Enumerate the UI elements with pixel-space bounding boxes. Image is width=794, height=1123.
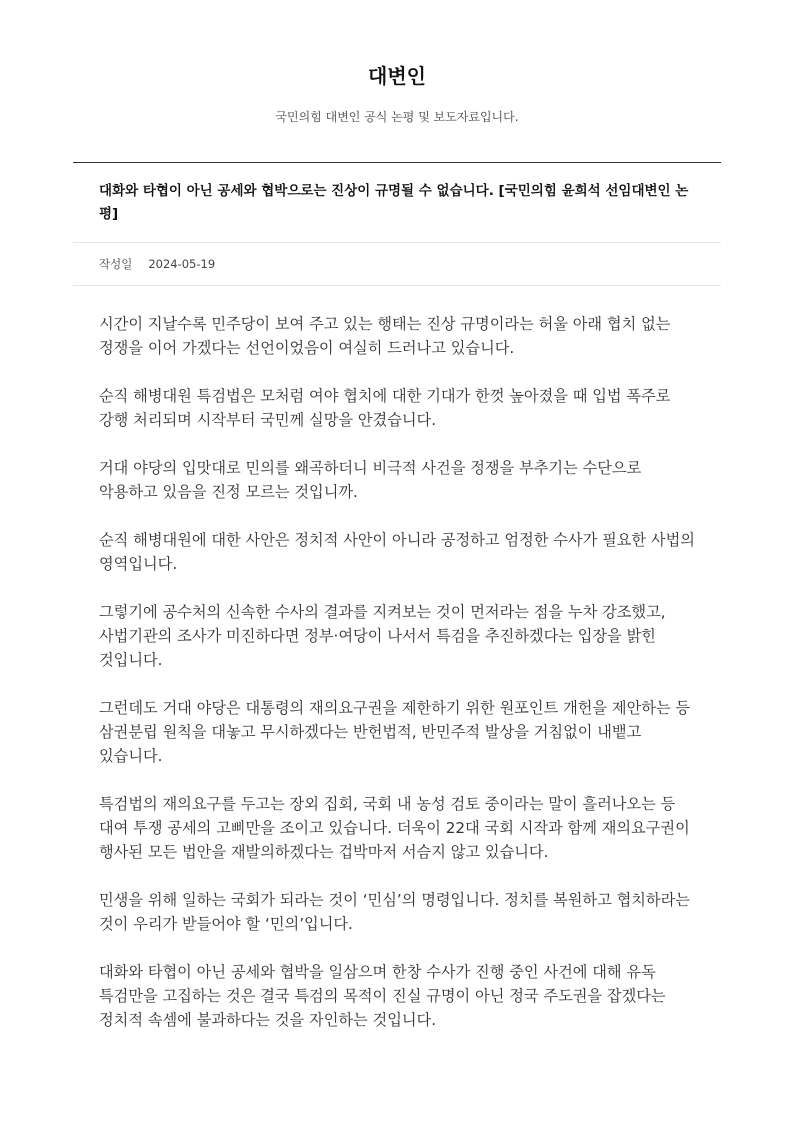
- date-value: 2024-05-19: [148, 257, 216, 271]
- article-title: 대화와 타협이 아닌 공세와 협박으로는 진상이 규명될 수 없습니다. [국민의힘 윤희석 선임대변인 논평]: [73, 163, 721, 243]
- article-paragraph: 특검법의 재의요구를 두고는 장외 집회, 국회 내 농성 검토 중이라는 말이 흘러나오는 등 대여 투쟁 공세의 고삐만을 조이고 있습니다. 더욱이 22대 국회 시작과 함께 재의요구권이 행사된 모든 법안을 재발의하겠다는 겁박마저 서슴지 않고 있습니다.: [99, 795, 690, 861]
- article-body: [73, 286, 721, 1032]
- article-paragraph: 민생을 위해 일하는 국회가 되라는 것이 ‘민심’의 명령입니다. 정치를 복원하고 협치하라는 것이 우리가 받들어야 할 ‘민의’입니다.: [99, 891, 690, 933]
- date-label: 작성일: [99, 257, 133, 271]
- article-paragraph: 거대 야당의 입맛대로 민의를 왜곡하더니 비극적 사건을 정쟁을 부추기는 수단으로 악용하고 있음을 진정 모르는 것입니까.: [99, 459, 642, 501]
- article-paragraph: 대화와 타협이 아닌 공세와 협박을 일삼으며 한창 수사가 진행 중인 사건에 대해 유독 특검만을 고집하는 것은 결국 특검의 목적이 진실 규명이 아닌 정국 주도권을 잡겠다는 정치적 속셈에 불과하다는 것을 자인하는 것입니다.: [99, 963, 666, 1029]
- article-paragraph: 그렇기에 공수처의 신속한 수사의 결과를 지켜보는 것이 먼저라는 점을 누차 강조했고, 사법기관의 조사가 미진하다면 정부·여당이 나서서 특검을 추진하겠다는 입장을 밝힌 것입니다.: [99, 603, 666, 669]
- page-header: [0, 60, 794, 126]
- article-paragraph: 순직 해병대원 특검법은 모처럼 여야 협치에 대한 기대가 한껏 높아졌을 때 입법 폭주로 강행 처리되며 시작부터 국민께 실망을 안겼습니다.: [99, 387, 671, 429]
- site-title: 대변인: [368, 64, 426, 88]
- site-subtitle: 국민의힘 대변인 공식 논평 및 보도자료입니다.: [275, 110, 519, 124]
- article-paragraph: 순직 해병대원에 대한 사안은 정치적 사안이 아니라 공정하고 엄정한 수사가 필요한 사법의 영역입니다.: [99, 531, 695, 573]
- article-paragraph: 시간이 지날수록 민주당이 보여 주고 있는 행태는 진상 규명이라는 허울 아래 협치 없는 정쟁을 이어 가겠다는 선언이었음이 여실히 드러나고 있습니다.: [99, 315, 671, 357]
- article: [73, 162, 721, 1056]
- article-meta: [73, 243, 721, 286]
- article-paragraph: 그런데도 거대 야당은 대통령의 재의요구권을 제한하기 위한 원포인트 개헌을 제안하는 등 삼권분립 원칙을 대놓고 무시하겠다는 반헌법적, 반민주적 발상을 거침없이 내뱉고 있습니다.: [99, 699, 691, 765]
